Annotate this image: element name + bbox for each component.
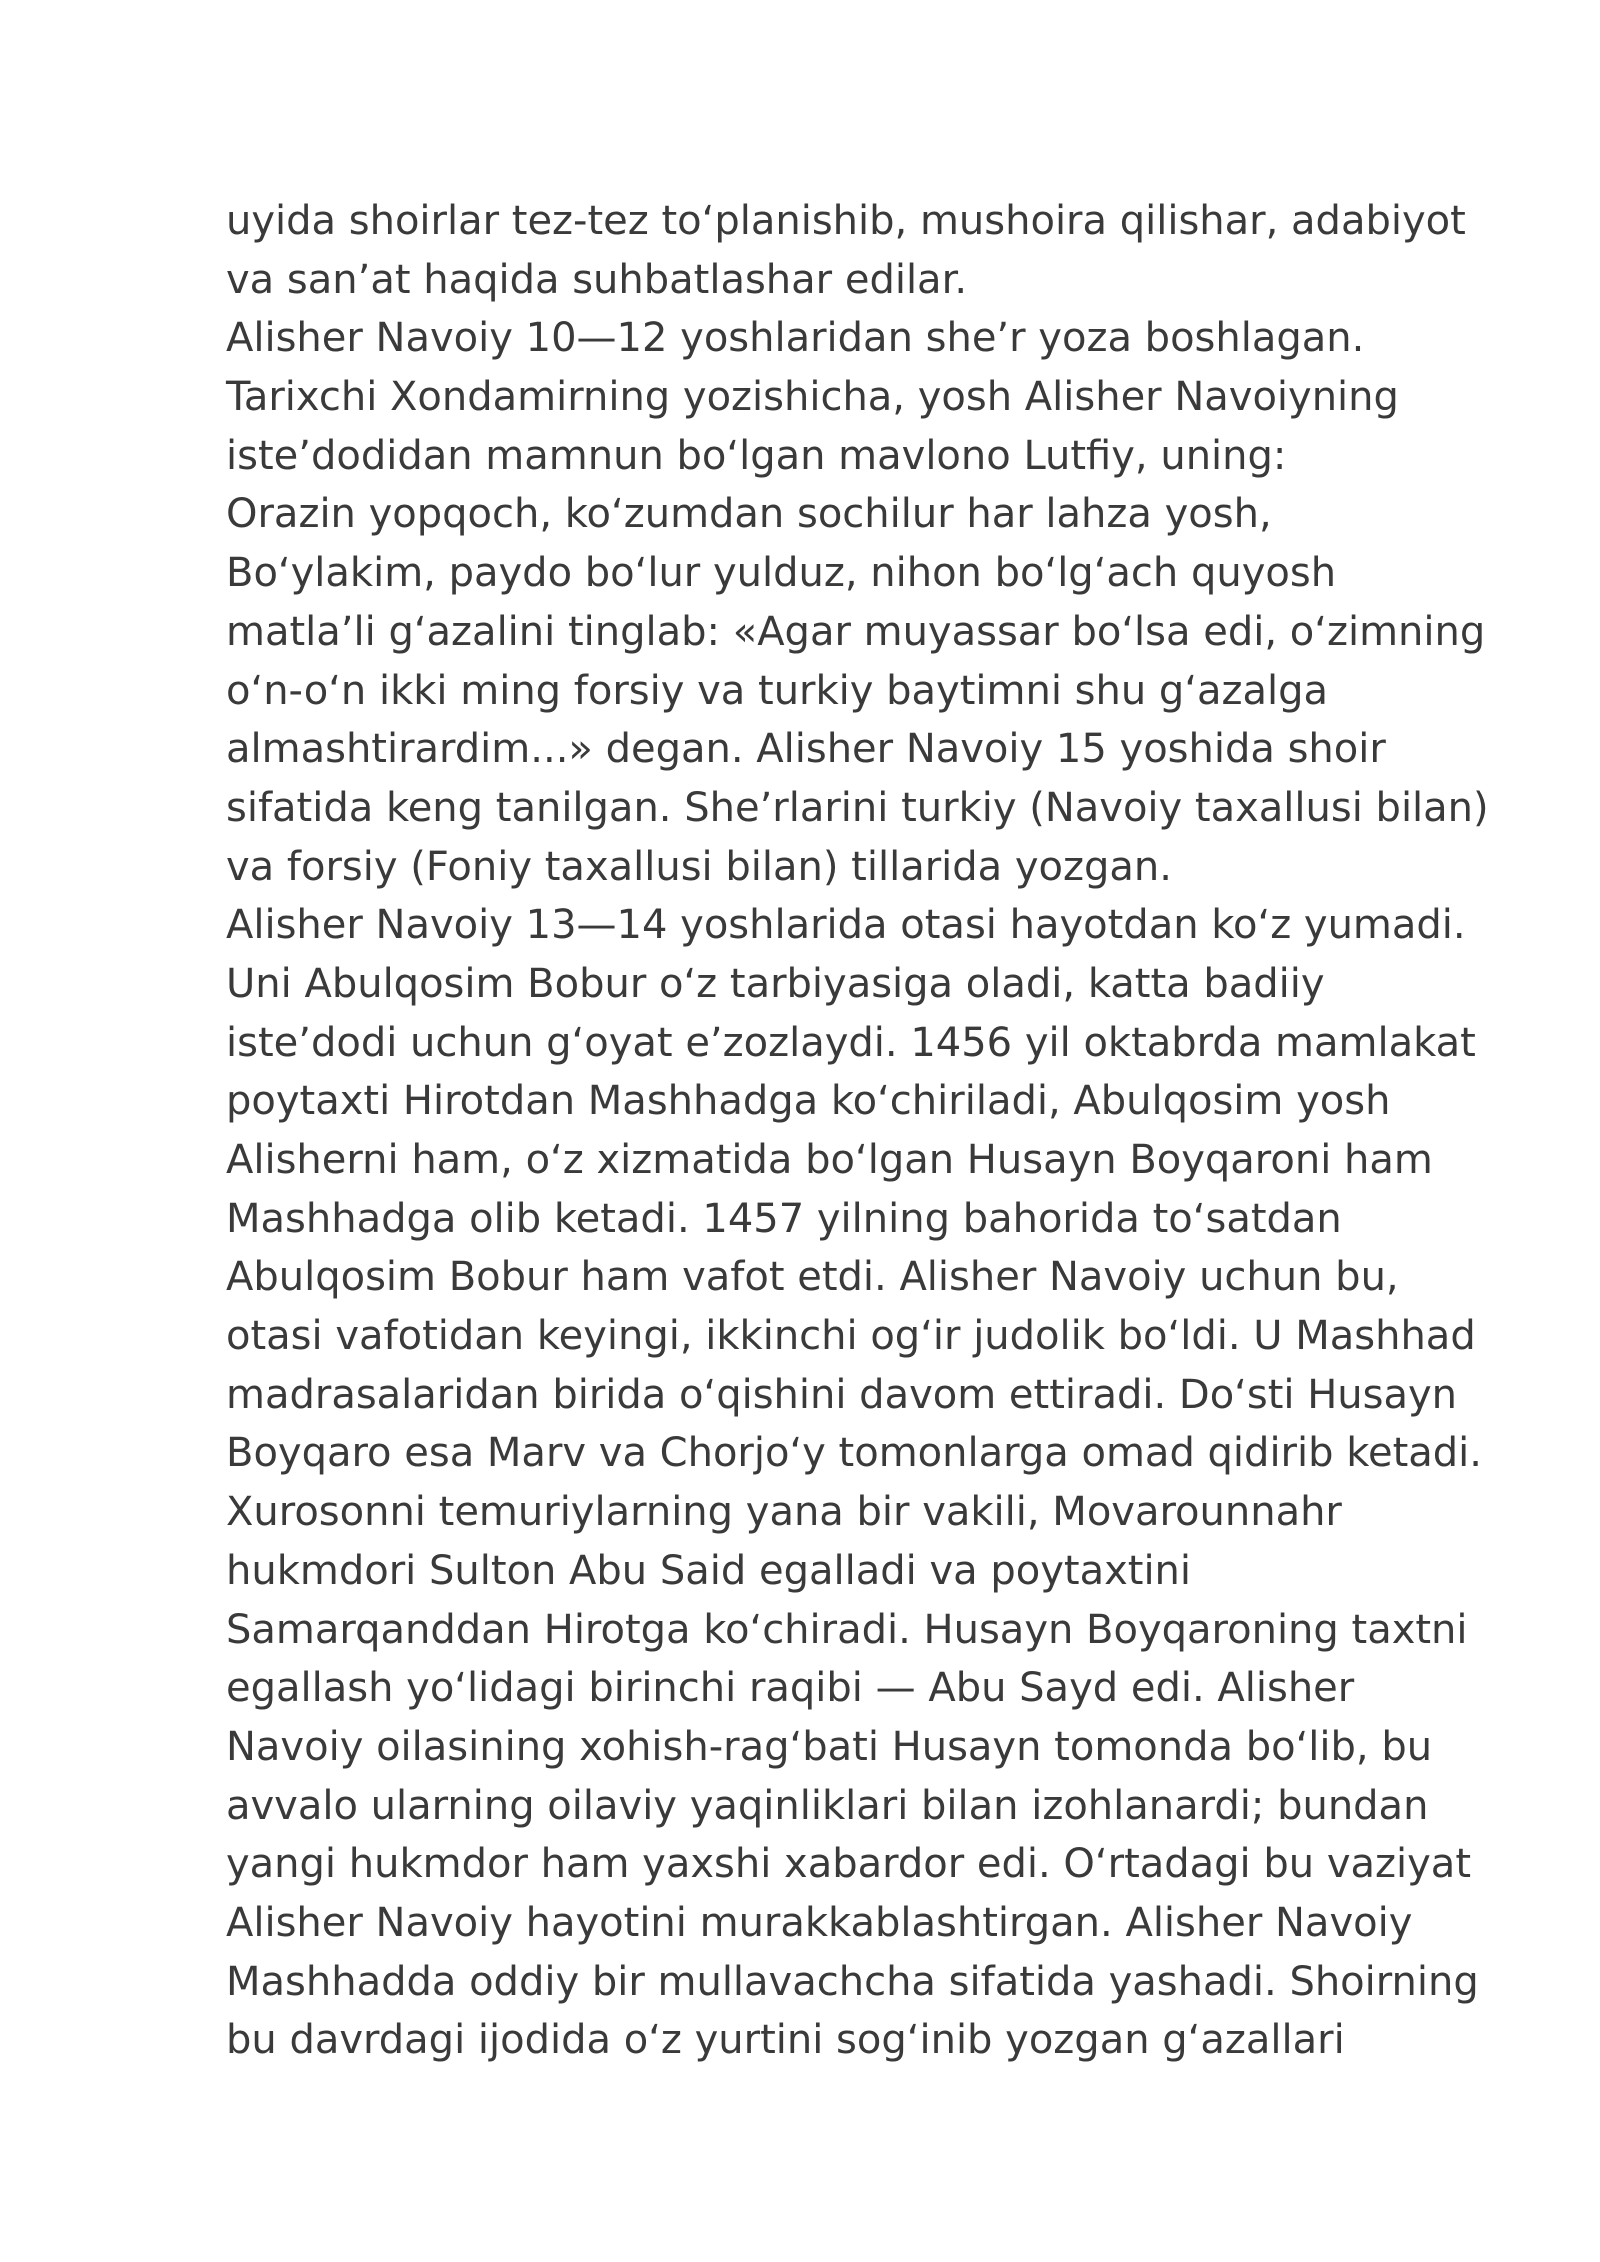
text-line: Boyqaro esa Marv va Chorjo‘y tomonlarga omad qidirib ketadi.	[226, 1430, 1482, 1477]
text-line: Samarqanddan Hirotga ko‘chiradi. Husayn Boyqaroning taxtni	[226, 1606, 1468, 1653]
text-line: bu davrdagi ijodida o‘z yurtini sog‘inib yozgan g‘azallari	[226, 2017, 1345, 2064]
text-line: otasi vafotidan keyingi, ikkinchi og‘ir judolik bo‘ldi. U Mashhad	[226, 1313, 1476, 1360]
text-line: Navoiy oilasining xohish-rag‘bati Husayn tomonda bo‘lib, bu	[226, 1723, 1433, 1770]
text-line: Alisher Navoiy 13—14 yoshlarida otasi hayotdan ko‘z yumadi.	[226, 902, 1466, 949]
text-line: Mashhadga olib ketadi. 1457 yilning bahorida to‘satdan	[226, 1195, 1342, 1242]
text-line: Xurosonni temuriylarning yana bir vakili, Movarounnahr	[226, 1489, 1342, 1536]
text-line: yangi hukmdor ham yaxshi xabardor edi. O‘rtadagi bu vaziyat	[226, 1841, 1471, 1888]
body-text	[226, 192, 1546, 2070]
text-line: Mashhadda oddiy bir mullavachcha sifatida yashadi. Shoirning	[226, 1958, 1479, 2005]
verse-line: Bo‘ylakim, paydo bo‘lur yulduz, nihon bo‘lg‘ach quyosh	[226, 550, 1337, 597]
text-line: Uni Abulqosim Bobur o‘z tarbiyasiga oladi, katta badiiy	[226, 960, 1325, 1007]
text-line: va forsiy (Foniy taxallusi bilan) tillarida yozgan.	[226, 843, 1172, 890]
text-line: Alisher Navoiy hayotini murakkablashtirgan. Alisher Navoiy	[226, 1899, 1413, 1946]
text-line: egallash yo‘lidagi birinchi raqibi — Abu Sayd edi. Alisher	[226, 1665, 1355, 1712]
verse-line: Orazin yopqoch, ko‘zumdan sochilur har lahza yosh,	[226, 491, 1272, 538]
text-line: Alisherni ham, o‘z xizmatida bo‘lgan Husayn Boyqaroni ham	[226, 1137, 1433, 1183]
text-line: hukmdori Sulton Abu Said egalladi va poytaxtini	[226, 1547, 1192, 1594]
text-line: sifatida keng tanilgan. She’rlarini turkiy (Navoiy taxallusi bilan)	[226, 784, 1489, 831]
text-line: poytaxti Hirotdan Mashhadga ko‘chiriladi, Abulqosim yosh	[226, 1078, 1391, 1125]
text-line: iste’dodi uchun g‘oyat e’zozlaydi. 1456 yil oktabrda mamlakat	[226, 1019, 1476, 1066]
text-line: uyida shoirlar tez-tez to‘planishib, mushoira qilishar, adabiyot	[226, 198, 1466, 244]
text-line: va san’at haqida suhbatlashar edilar.	[226, 256, 968, 303]
text-line: matla’li g‘azalini tinglab: «Agar muyassar bo‘lsa edi, o‘zimning	[226, 608, 1486, 655]
text-line: Alisher Navoiy 10—12 yoshlaridan she’r yoza boshlagan.	[226, 315, 1365, 362]
text-line: Abulqosim Bobur ham vafot etdi. Alisher Navoiy uchun bu,	[226, 1254, 1399, 1301]
text-line: Tarixchi Xondamirning yozishicha, yosh Alisher Navoiyning	[226, 374, 1399, 421]
text-line: avvalo ularning oilaviy yaqinliklari bilan izohlanardi; bundan	[226, 1782, 1429, 1829]
text-line: madrasalaridan birida o‘qishini davom ettiradi. Do‘sti Husayn	[226, 1371, 1458, 1418]
text-line: o‘n-o‘n ikki ming forsiy va turkiy baytimni shu g‘azalga	[226, 667, 1329, 714]
text-line: iste’dodidan mamnun bo‘lgan mavlono Lutfiy, uning:	[226, 432, 1287, 479]
text-line: almashtirardim...» degan. Alisher Navoiy 15 yoshida shoir	[226, 726, 1386, 773]
